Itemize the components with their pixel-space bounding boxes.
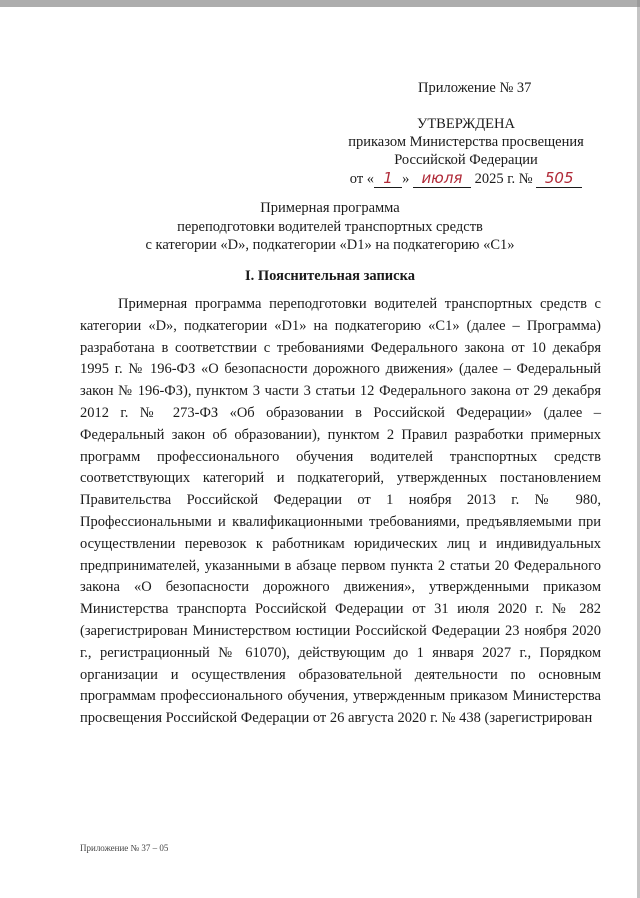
approved-label: УТВЕРЖДЕНА [417, 116, 515, 132]
scan-top-edge [0, 0, 640, 7]
date-prefix: от « [349, 171, 375, 187]
order-number-handwritten: 505 [536, 169, 582, 188]
date-mid: » [402, 171, 410, 187]
body-text [80, 294, 601, 730]
approval-block [340, 115, 592, 188]
body-paragraph: Примерная программа переподготовки водителей транспортных средств с категории «D», подкатегории «D1» на подкатегорию «C1» (далее – Программа) разработана в соответствии с требованиями Федерального закона от 10 декабря 1995 г. № 196-ФЗ «О безопасности дорожного движения» (далее – Федеральный закон № 196-ФЗ), пунктом 3 части 3 статьи 12 Федерального закона от 29 декабря 2012 г. № 273-ФЗ «Об образовании в Российской Федерации» (далее – Федеральный закон об образовании), пунктом 2 Правил разработки примерных программ профессионального обучения водителей транспортных средств соответствующих категорий и подкатегорий, утвержденных постановлением Правительства Российской Федерации от 1 ноября 2013 г. № 980, Профессиональными и квалификационными требованиями, предъявляемыми при осуществлении перевозок к работникам юридических лиц и индивидуальных предпринимателей, указанными в абзаце первом пункта 2 статьи 20 Федерального закона «О безопасности дорожного движения», утвержденными приказом Министерства транспорта Российской Федерации от 31 июля 2020 г. № 282 (зарегистрирован Министерством юстиции Российской Федерации 23 ноября 2020 г., регистрационный № 61070), действующим до 1 января 2027 г., Порядком организации и осуществления образовательной деятельности по основным программам профессионального обучения, утвержденным приказом Министерства просвещения Российской Федерации от 26 августа 2020 г. № 438 (зарегистрирован [80, 296, 601, 727]
order-date-line [340, 169, 592, 188]
title-line-2: переподготовки водителей транспортных средств [177, 218, 483, 235]
date-day-handwritten: 1 [374, 169, 402, 188]
section-heading: I. Пояснительная записка [245, 268, 415, 284]
title-line-3: с категории «D», подкатегории «D1» на подкатегорию «C1» [145, 237, 515, 253]
date-year: 2025 г. № [474, 171, 533, 187]
document-title [80, 199, 580, 255]
annex-number: Приложение № 37 [418, 80, 532, 96]
order-line-2: Российской Федерации [394, 152, 538, 168]
title-line-1: Примерная программа [260, 200, 400, 216]
date-month-handwritten: июля [413, 169, 471, 188]
page-footer: Приложение № 37 – 05 [80, 843, 169, 853]
order-line-1: приказом Министерства просвещения [348, 134, 584, 150]
